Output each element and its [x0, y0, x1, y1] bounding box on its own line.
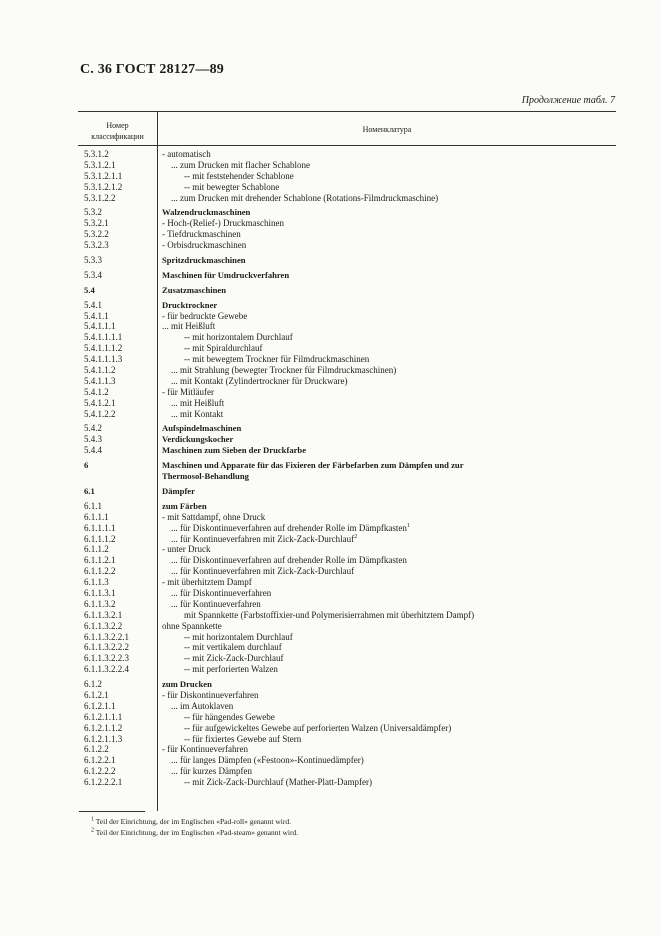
footnote-2: $^2$ Teil der Einrichtung, der im Englischen «Pad-steam» genannt wird.	[91, 827, 299, 837]
row-text: ... mit Kontakt (Zylindertrockner für Druckware)	[171, 375, 348, 386]
row-code: 5.3.1.2.1.2	[84, 181, 123, 192]
table-row	[0, 777, 661, 788]
row-text: Aufspindelmaschinen	[162, 423, 242, 434]
row-code: 6.1.1.3.2.2.2	[84, 642, 129, 653]
row-text: - für Mitläufer	[162, 386, 214, 397]
row-text: - Orbisdruckmaschinen	[162, 240, 247, 251]
row-code: 6.1.1.3.2	[84, 598, 116, 609]
table-row	[0, 642, 661, 653]
row-text: Drucktrockner	[162, 299, 218, 310]
row-text: Maschinen für Umdruckverfahren	[162, 269, 290, 280]
row-code: 5.4.1.2.2	[84, 408, 116, 419]
row-code: 5.4.2	[84, 423, 102, 434]
row-text: ... für langes Dämpfen («Festoon»-Kontinuedämpfer)	[171, 755, 364, 766]
table-row	[0, 755, 661, 766]
row-code: 6.1.1.3.2.2.3	[84, 653, 129, 664]
row-text: ... für Kontinueverfahren mit Zick-Zack-Durchlauf$^2$	[171, 533, 358, 544]
row-text: - Tiefdruckmaschinen	[162, 229, 241, 240]
row-text: Dämpfer	[162, 485, 195, 496]
row-code: 6.1.1.2	[84, 544, 109, 555]
row-code: 5.4.1	[84, 299, 102, 310]
table-row	[0, 486, 661, 497]
footnote-ref: 1	[406, 522, 410, 529]
table-row	[0, 679, 661, 690]
column-header-number: Номер классификации	[91, 121, 144, 141]
row-code: 6.1.1.1	[84, 511, 109, 522]
table-header-border	[78, 145, 616, 146]
table-row	[0, 577, 661, 588]
table-row	[0, 218, 661, 229]
row-code: 5.3.2	[84, 207, 102, 218]
table-row	[0, 712, 661, 723]
table-row	[0, 354, 661, 365]
table-row	[0, 332, 661, 343]
table-row	[0, 734, 661, 745]
row-text: - Hoch-(Relief-) Druckmaschinen	[162, 218, 284, 229]
row-code: 6.1.1.1.1	[84, 522, 116, 533]
row-code: 6.1.2.1.1	[84, 700, 116, 711]
table-row	[0, 365, 661, 376]
table-row	[0, 544, 661, 555]
row-code: 6.1.1.3.1	[84, 587, 116, 598]
row-code: 6.1.2.2.2.1	[84, 777, 123, 788]
table-row	[0, 701, 661, 712]
table-row	[0, 300, 661, 311]
table-row	[0, 423, 661, 434]
row-text: Maschinen zum Sieben der Druckfarbe	[162, 445, 307, 456]
table-row	[0, 690, 661, 701]
row-code: 5.4.1.2	[84, 386, 109, 397]
table-row	[0, 285, 661, 296]
table-row	[0, 343, 661, 354]
table-row	[0, 311, 661, 322]
table-row	[0, 512, 661, 523]
row-code: 5.4.1.2.1	[84, 397, 116, 408]
row-code: 6.1.2.1	[84, 689, 109, 700]
row-text: zum Drucken	[162, 679, 212, 690]
row-text: -- mit bewegter Schablone	[184, 181, 280, 192]
table-body	[0, 149, 661, 788]
row-text: ... mit Kontakt	[171, 408, 224, 419]
table-row	[0, 193, 661, 204]
table-row	[0, 523, 661, 534]
row-code: 5.4	[84, 284, 95, 295]
table-row	[0, 610, 661, 621]
table-row	[0, 632, 661, 643]
table-row	[0, 621, 661, 632]
row-text: ... für Diskontinueverfahren auf drehender Rolle im Dämpfkasten$^1$	[171, 522, 410, 533]
table-row	[0, 664, 661, 675]
table-row	[0, 182, 661, 193]
row-code: 6.1.2.1.1.1	[84, 711, 123, 722]
row-text: -- für aufgewickeltes Gewebe auf perforierten Walzen (Universaldämpfer)	[184, 722, 452, 733]
table-row	[0, 149, 661, 160]
table-row	[0, 229, 661, 240]
row-text: -- mit Zick-Zack-Durchlauf	[184, 653, 284, 664]
row-code: 6.1.1.3.2.1	[84, 609, 123, 620]
table-continuation-label: Продолжение табл. 7	[521, 95, 615, 106]
row-code: 5.3.1.2	[84, 149, 109, 159]
table-row	[0, 471, 661, 482]
table-row	[0, 599, 661, 610]
row-text: -- mit feststehender Schablone	[184, 170, 294, 181]
row-code: 5.4.1.1.1.1	[84, 332, 123, 343]
table-row	[0, 398, 661, 409]
row-text: ... mit Strahlung (bewegter Trockner für Filmdruckmaschinen)	[171, 365, 397, 376]
row-text: mit Spannkette (Farbstoffixier-und Polymerisierrahmen mit überhitztem Dampf)	[184, 609, 475, 620]
row-code: 5.3.2.1	[84, 218, 109, 229]
row-code: 5.4.4	[84, 445, 102, 456]
row-text: -- mit horizontalem Durchlauf	[184, 631, 293, 642]
row-code: 5.3.1.2.1	[84, 159, 116, 170]
table-row	[0, 160, 661, 171]
row-text: - unter Druck	[162, 544, 211, 555]
row-code: 6.1.2	[84, 679, 102, 690]
row-text: -- für fixiertes Gewebe auf Stern	[184, 733, 302, 744]
row-code: 6.1.1.2.1	[84, 555, 116, 566]
footnote-ref: 2	[354, 533, 358, 540]
row-text: - automatisch	[162, 149, 211, 159]
row-text: ... mit Heißluft	[162, 321, 216, 332]
row-code: 6	[84, 460, 89, 471]
row-text: ... im Autoklaven	[171, 700, 234, 711]
row-code: 5.4.1.1	[84, 310, 109, 321]
row-text: - für Diskontinueverfahren	[162, 689, 259, 700]
table-row	[0, 270, 661, 281]
table-row	[0, 171, 661, 182]
row-text: ... mit Heißluft	[171, 397, 225, 408]
row-code: 6.1.2.2.2	[84, 766, 116, 777]
row-code: 6.1	[84, 485, 95, 496]
row-text: ... für Kontinueverfahren	[171, 598, 261, 609]
row-code: 6.1.1.2.2	[84, 566, 116, 577]
table-row	[0, 387, 661, 398]
row-text: zum Färben	[162, 500, 207, 511]
footnote-1: $^1$ Teil der Einrichtung, der im Englischen «Pad-roll» genannt wird.	[91, 816, 292, 826]
row-code: 6.1.1.1.2	[84, 533, 116, 544]
table-row	[0, 321, 661, 332]
row-text: -- mit perforierten Walzen	[184, 664, 278, 675]
row-text: - mit Sattdampf, ohne Druck	[162, 511, 266, 522]
row-code: 6.1.1.3	[84, 577, 109, 588]
row-code: 6.1.2.2	[84, 744, 109, 755]
row-code: 6.1.2.2.1	[84, 755, 116, 766]
table-row	[0, 445, 661, 456]
row-text: ... für Diskontinueverfahren auf drehender Rolle im Dämpfkasten	[171, 555, 407, 566]
table-row	[0, 766, 661, 777]
row-text: Zusatzmaschinen	[162, 284, 226, 295]
row-text: ohne Spannkette	[162, 620, 222, 631]
table-row	[0, 460, 661, 471]
table-row	[0, 240, 661, 251]
row-code: 6.1.1.3.2.2.1	[84, 631, 129, 642]
table-row	[0, 409, 661, 420]
row-text: -- mit Zick-Zack-Durchlauf (Mather-Platt-Dampfer)	[184, 777, 372, 788]
row-code: 6.1.1.3.2.2.4	[84, 664, 129, 675]
footnote-separator	[79, 811, 145, 812]
table-row	[0, 588, 661, 599]
table-row	[0, 744, 661, 755]
row-code: 6.1.1	[84, 500, 102, 511]
row-code: 5.3.2.3	[84, 240, 109, 251]
row-text: - mit überhitztem Dampf	[162, 577, 252, 588]
table-row	[0, 534, 661, 545]
table-top-border	[78, 111, 616, 112]
table-row	[0, 207, 661, 218]
row-code: 5.3.1.2.2	[84, 192, 116, 203]
row-text: ... zum Drucken mit flacher Schablone	[171, 159, 310, 170]
row-code: 5.3.3	[84, 255, 102, 266]
table-row	[0, 566, 661, 577]
row-code: 5.4.1.1.3	[84, 375, 116, 386]
row-code: 5.4.1.1.1	[84, 321, 116, 332]
table-row	[0, 653, 661, 664]
row-text: Thermosol-Behandlung	[162, 471, 249, 482]
row-text: ... für Diskontinueverfahren	[171, 587, 272, 598]
row-text: Spritzdruckmaschinen	[162, 255, 246, 266]
row-text: -- mit horizontalem Durchlauf	[184, 332, 293, 343]
table-row	[0, 434, 661, 445]
row-code: 5.4.1.1.1.2	[84, 343, 123, 354]
row-text: ... zum Drucken mit drehender Schablone (Rotations-Filmdruckmaschine)	[171, 192, 439, 203]
row-text: Walzendruckmaschinen	[162, 207, 251, 218]
row-code: 5.4.1.1.2	[84, 365, 116, 376]
column-header-nomenclature: Номенклатура	[362, 125, 412, 134]
row-code: 5.4.3	[84, 434, 102, 445]
row-code: 5.3.4	[84, 269, 102, 280]
table-row	[0, 723, 661, 734]
row-text: Maschinen und Apparate für das Fixieren der Färbefarben zum Dämpfen und zur	[162, 460, 464, 471]
table-row	[0, 501, 661, 512]
footnotes	[91, 816, 298, 838]
row-text: Verdickungskocher	[162, 434, 234, 445]
row-text: ... für kurzes Dämpfen	[171, 766, 252, 777]
row-code: 6.1.2.1.1.3	[84, 733, 123, 744]
row-text: -- mit bewegtem Trockner für Filmdruckmaschinen	[184, 354, 370, 365]
row-text: -- für hängendes Gewebe	[184, 711, 275, 722]
row-text: ... für Kontinueverfahren mit Zick-Zack-Durchlauf	[171, 566, 355, 577]
row-text: - für Kontinueverfahren	[162, 744, 248, 755]
table-row	[0, 255, 661, 266]
row-text: -- mit Spiraldurchlauf	[184, 343, 263, 354]
table-row	[0, 376, 661, 387]
row-code: 6.1.2.1.1.2	[84, 722, 123, 733]
row-text: -- mit vertikalem durchlauf	[184, 642, 282, 653]
page-title: С. 36 ГОСТ 28127—89	[80, 62, 224, 77]
table-row	[0, 555, 661, 566]
row-code: 6.1.1.3.2.2	[84, 620, 123, 631]
row-code: 5.3.2.2	[84, 229, 109, 240]
row-code: 5.4.1.1.1.3	[84, 354, 123, 365]
row-text: - für bedruckte Gewebe	[162, 310, 248, 321]
row-code: 5.3.1.2.1.1	[84, 170, 123, 181]
